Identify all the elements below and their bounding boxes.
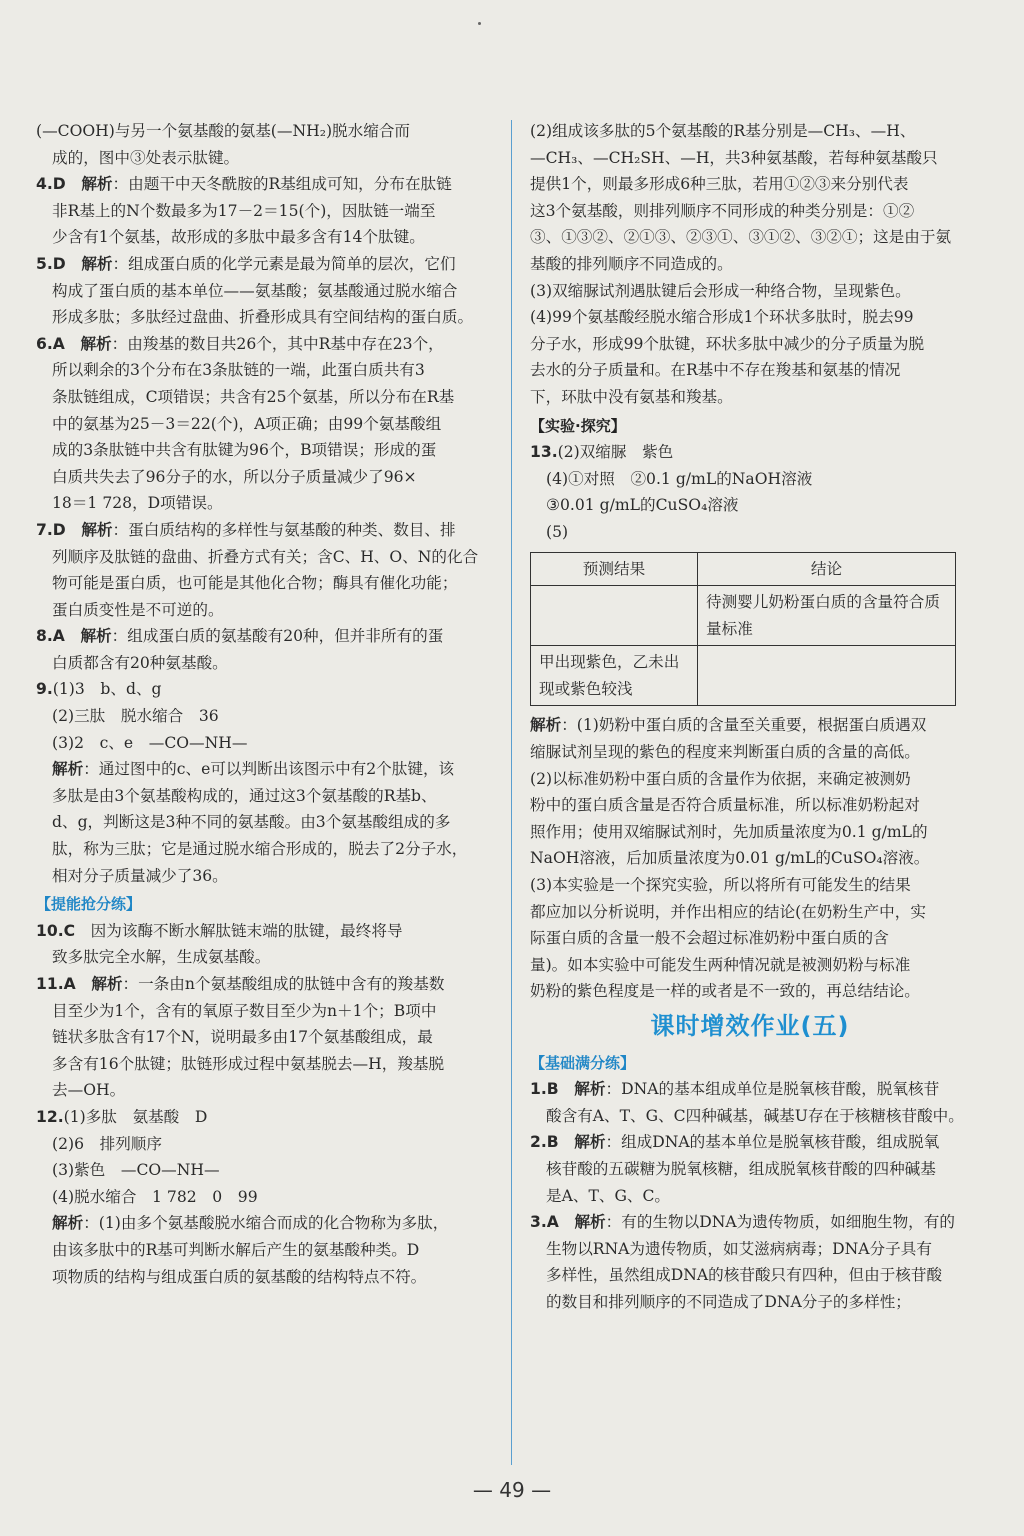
analysis-label: 解析 — [81, 254, 113, 273]
line-text: 粉中的蛋白质含量是否符合质量标准，所以标准奶粉起对 — [530, 796, 920, 815]
text-line — [530, 978, 970, 1005]
text-line — [530, 384, 970, 411]
line-text: 条肽链组成，C项错误；共含有25个氨基，所以分布在R基 — [52, 387, 455, 406]
text-line — [36, 597, 492, 624]
line-text: 所以剩余的3个分布在3条肽链的一端，此蛋白质共有3 — [52, 361, 425, 380]
line-text: 由该多肽中的R基可判断水解后产生的氨基酸种类。D — [52, 1240, 420, 1259]
line-text: 构成了蛋白质的基本单位——氨基酸；氨基酸通过脱水缩合 — [52, 281, 458, 300]
text-line — [530, 224, 970, 251]
line-text: 分子水，形成99个肽键，环状多肽中减少的分子质量为脱 — [530, 334, 925, 353]
line-text: ：由题干中天冬酰胺的R基组成可知，分布在肽链 — [112, 175, 452, 194]
text-line — [36, 809, 492, 836]
line-text: ：(1)奶粉中蛋白质的含量至关重要，根据蛋白质遇双 — [561, 716, 927, 735]
line-text: 奶粉的紫色程度是一样的或者是不一致的，再总结结论。 — [530, 982, 920, 1001]
text-line — [36, 998, 492, 1025]
text-line — [530, 739, 970, 766]
text-line — [530, 145, 970, 172]
line-text: 成的，图中③处表示肽键。 — [52, 148, 240, 167]
line-text: ：(1)由多个氨基酸脱水缩合而成的化合物称为多肽， — [83, 1214, 449, 1233]
line-text: 酸含有A、T、G、C四种碱基，碱基U存在于核糖核苷酸中。 — [546, 1106, 964, 1125]
analysis-label: 解析 — [81, 520, 113, 539]
line-text: 提供1个，则最多形成6种三肽，若用①②③来分别代表 — [530, 175, 909, 194]
line-text: 缩脲试剂呈现的紫色的程度来判断蛋白质的含量的高低。 — [530, 743, 920, 762]
text-line — [36, 863, 492, 890]
line-text: 多肽是由3个氨基酸构成的，通过这3个氨基酸的R基b、 — [52, 786, 437, 805]
section-title: 课时增效作业(五) — [650, 1012, 850, 1040]
line-text: (3)本实验是一个探究实验，所以将所有可能发生的结果 — [530, 876, 911, 895]
text-line — [36, 1131, 492, 1158]
line-text: 形成多肽；多肽经过盘曲、折叠形成具有空间结构的蛋白质。 — [52, 308, 474, 327]
text-line — [530, 1156, 970, 1183]
text-line — [36, 570, 492, 597]
text-line — [36, 171, 492, 198]
text-line — [36, 1264, 492, 1291]
table-header-cell: 预测结果 — [531, 552, 698, 586]
question-number: 10.C — [36, 921, 76, 940]
text-line — [36, 357, 492, 384]
line-text: 18＝1 728，D项错误。 — [52, 494, 223, 513]
line-text: 去水的分子质量和。在R基中不存在羧基和氨基的情况 — [530, 361, 901, 380]
question-number: 13. — [530, 443, 558, 462]
line-text: (3)2 c、e —CO—NH— — [52, 733, 248, 752]
text-line — [36, 145, 492, 172]
line-text: (4)脱水缩合 1 782 0 99 — [52, 1187, 258, 1206]
text-line — [36, 971, 492, 998]
text-line — [530, 792, 970, 819]
question-number: 6.A — [36, 334, 65, 353]
text-line — [530, 712, 970, 739]
text-line — [530, 899, 970, 926]
line-text: ：组成蛋白质的氨基酸有20种，但并非所有的蛋 — [111, 627, 444, 646]
analysis-label: 解析 — [574, 1213, 606, 1232]
line-text: ：通过图中的c、e可以判断出该图示中有2个肽键，该 — [83, 760, 455, 779]
line-text: 少含有1个氨基，故形成的多肽中最多含有14个肽键。 — [52, 228, 425, 247]
text-line — [36, 437, 492, 464]
line-text: 因为该酶不断水解肽链末端的肽键，最终将导 — [75, 921, 403, 940]
line-text: (3)双缩脲试剂遇肽键后会形成一种络合物，呈现紫色。 — [530, 281, 911, 300]
line-text: 基酸的排列顺序不同造成的。 — [530, 254, 733, 273]
text-line — [36, 1210, 492, 1237]
text-line — [530, 304, 970, 331]
text-line — [530, 845, 970, 872]
table-cell: 待测婴儿奶粉蛋白质的含量符合质量标准 — [698, 586, 956, 646]
line-text: 是A、T、G、C。 — [546, 1186, 671, 1205]
table-header-cell: 结论 — [698, 552, 956, 586]
question-number: 1.B — [530, 1080, 559, 1099]
line-text: (2)组成该多肽的5个氨基酸的R基分别是—CH₃、—H、 — [530, 122, 916, 140]
line-text: ：由羧基的数目共26个，其中R基中存在23个， — [111, 334, 444, 353]
line-text: —CH₃、—CH₂SH、—H，共3种氨基酸，若每种氨基酸只 — [530, 148, 938, 167]
text-line — [36, 224, 492, 251]
left-column — [36, 118, 492, 1290]
line-text: 非R基上的N个数最多为17－2＝15(个)，因肽链一端至 — [52, 201, 436, 220]
text-line — [36, 384, 492, 411]
text-line — [36, 1024, 492, 1051]
text-line — [36, 411, 492, 438]
text-line — [36, 676, 492, 703]
text-line — [530, 1183, 970, 1210]
line-text: (2)以标准奶粉中蛋白质的含量作为依据，来确定被测奶 — [530, 769, 911, 788]
question-number: 11.A — [36, 975, 76, 993]
table-cell — [698, 646, 956, 706]
text-line — [530, 198, 970, 225]
line-text: (4)①对照 ②0.1 g/mL的NaOH溶液 — [546, 469, 813, 488]
section-heading — [36, 891, 492, 918]
line-text: 都应加以分析说明，并作出相应的结论(在奶粉生产中，实 — [530, 902, 926, 921]
question-number: 5.D — [36, 254, 66, 273]
text-line — [36, 118, 492, 145]
line-text: 去—OH。 — [52, 1081, 126, 1100]
question-number: 3.A — [530, 1213, 559, 1232]
line-text: 下，环肽中没有氨基和羧基。 — [530, 387, 733, 406]
line-text: 际蛋白质的含量一般不会超过标准奶粉中蛋白质的含 — [530, 929, 889, 948]
line-text: ③0.01 g/mL的CuSO₄溶液 — [546, 496, 739, 515]
line-text: NaOH溶液，后加质量浓度为0.01 g/mL的CuSO₄溶液。 — [530, 849, 930, 868]
line-text: ：一条由n个氨基酸组成的肽链中含有的羧基数 — [122, 975, 445, 993]
text-line — [530, 1289, 970, 1316]
line-text: ③、①③②、②①③、②③①、③①②、③②①；这是由于氨 — [530, 228, 952, 247]
text-line — [530, 925, 970, 952]
text-line — [530, 466, 970, 493]
text-line — [36, 490, 492, 517]
answer-block-13 — [530, 118, 970, 546]
table-cell: 甲出现紫色，乙未出现或紫色较浅 — [531, 646, 698, 706]
text-line — [36, 730, 492, 757]
line-text: 链状多肽含有17个N，说明最多由17个氨基酸组成，最 — [52, 1028, 433, 1047]
line-text: (—COOH)与另一个氨基酸的氨基(—NH₂)脱水缩合而 — [36, 122, 411, 140]
text-line — [530, 118, 970, 145]
line-text: 的数目和排列顺序的不同造成了DNA分子的多样性； — [546, 1292, 911, 1311]
table-row — [531, 646, 956, 706]
text-line — [530, 952, 970, 979]
line-text: 【实验·探究】 — [530, 416, 626, 435]
text-line — [36, 1237, 492, 1264]
analysis-label: 解析 — [574, 1133, 606, 1152]
line-text: d、g，判断这是3种不同的氨基酸。由3个氨基酸组成的多 — [52, 813, 451, 832]
line-text: 目至少为1个，含有的氧原子数目至少为n＋1个；B项中 — [52, 1001, 437, 1020]
question-number: 7.D — [36, 520, 66, 539]
text-line — [530, 171, 970, 198]
line-text: 致多肽完全水解，生成氨基酸。 — [52, 948, 271, 967]
line-text: 量)。如本实验中可能发生两种情况就是被测奶粉与标准 — [530, 955, 911, 974]
text-line — [36, 304, 492, 331]
text-line — [36, 783, 492, 810]
text-line — [36, 331, 492, 358]
line-text: 成的3条肽链中共含有肽键为96个，B项错误；形成的蛋 — [52, 441, 437, 460]
result-table — [530, 552, 956, 707]
text-line — [36, 1051, 492, 1078]
analysis-label: 解析 — [52, 1214, 84, 1233]
line-text: 相对分子质量减少了36。 — [52, 866, 228, 885]
line-text: ：组成DNA的基本单位是脱氧核苷酸，组成脱氧 — [605, 1133, 940, 1152]
answer-block-basic — [530, 1050, 970, 1316]
line-text: ：组成蛋白质的化学元素是最为简单的层次，它们 — [112, 254, 456, 273]
text-line — [36, 278, 492, 305]
print-mark — [478, 22, 481, 25]
text-line — [36, 944, 492, 971]
line-text: 白质共失去了96分子的水，所以分子质量减少了96× — [52, 467, 417, 486]
text-line — [530, 1236, 970, 1263]
text-line — [530, 331, 970, 358]
text-line — [36, 198, 492, 225]
question-number: 2.B — [530, 1133, 559, 1152]
analysis-label: 解析 — [91, 975, 123, 993]
line-text: (5) — [546, 522, 569, 541]
text-line — [36, 1184, 492, 1211]
line-text: 这3个氨基酸，则排列顺序不同形成的种类分别是：①② — [530, 201, 915, 220]
analysis-label: 解析 — [80, 334, 112, 353]
right-column — [530, 118, 970, 1316]
text-line — [530, 251, 970, 278]
line-text: 中的氨基为25－3＝22(个)，A项正确；由99个氨基酸组 — [52, 414, 442, 433]
section-heading — [530, 413, 970, 440]
text-line — [530, 1262, 970, 1289]
line-text: (3)紫色 —CO—NH— — [52, 1161, 220, 1180]
text-line — [36, 544, 492, 571]
line-text: 多样性，虽然组成DNA的核苷酸只有四种，但由于核苷酸 — [546, 1266, 943, 1285]
line-text: 肽，称为三肽；它是通过脱水缩合形成的，脱去了2分子水， — [52, 840, 468, 859]
text-line — [36, 836, 492, 863]
text-line — [36, 623, 492, 650]
table-header-row — [531, 552, 956, 586]
line-text: 项物质的结构与组成蛋白质的氨基酸的结构特点不符。 — [52, 1267, 427, 1286]
question-number: 12. — [36, 1107, 64, 1126]
text-line — [36, 650, 492, 677]
text-line — [530, 1103, 970, 1130]
line-text: ：有的生物以DNA为遗传物质，如细胞生物，有的 — [605, 1213, 955, 1232]
text-line — [36, 517, 492, 544]
text-line — [36, 464, 492, 491]
text-line — [36, 918, 492, 945]
text-line — [530, 872, 970, 899]
line-text: 列顺序及肽链的盘曲、折叠方式有关；含C、H、O、N的化合 — [52, 547, 479, 566]
column-divider — [511, 120, 512, 1465]
analysis-label: 解析 — [530, 716, 562, 735]
line-text: (2)6 排列顺序 — [52, 1134, 162, 1153]
text-line — [36, 1157, 492, 1184]
text-line — [530, 492, 970, 519]
text-line — [36, 703, 492, 730]
section-heading — [530, 1050, 970, 1077]
text-line — [36, 1077, 492, 1104]
line-text: 蛋白质变性是不可逆的。 — [52, 600, 224, 619]
line-text: 【基础满分练】 — [530, 1053, 636, 1072]
text-line — [530, 439, 970, 466]
table-row — [531, 586, 956, 646]
page-number: — 49 — — [472, 1478, 552, 1502]
line-text: ：DNA的基本组成单位是脱氧核苷酸，脱氧核苷 — [605, 1080, 940, 1099]
text-line — [36, 1104, 492, 1131]
line-text: (4)99个氨基酸经脱水缩合形成1个环状多肽时，脱去99 — [530, 308, 914, 327]
question-number: 8.A — [36, 627, 65, 646]
text-line — [530, 1129, 970, 1156]
analysis-label: 解析 — [81, 175, 113, 194]
line-text: 照作用；使用双缩脲试剂时，先加质量浓度为0.1 g/mL的 — [530, 822, 928, 841]
text-line — [36, 756, 492, 783]
text-line — [530, 357, 970, 384]
text-line — [530, 278, 970, 305]
text-line — [530, 1076, 970, 1103]
text-line — [530, 819, 970, 846]
analysis-block-13 — [530, 712, 970, 1005]
question-number: 9. — [36, 680, 53, 699]
analysis-label: 解析 — [80, 627, 112, 646]
question-number: 4.D — [36, 175, 66, 194]
line-text: (2)三肽 脱水缩合 36 — [52, 707, 219, 726]
line-text: 【提能抢分练】 — [36, 895, 142, 914]
table-cell — [531, 586, 698, 646]
line-text: ：蛋白质结构的多样性与氨基酸的种类、数目、排 — [112, 520, 456, 539]
line-text: 生物以RNA为遗传物质，如艾滋病病毒；DNA分子具有 — [546, 1239, 932, 1258]
line-text: (2)双缩脲 紫色 — [557, 443, 674, 462]
line-text: 白质都含有20种氨基酸。 — [52, 653, 228, 672]
analysis-label: 解析 — [52, 760, 84, 779]
line-text: 物可能是蛋白质，也可能是其他化合物；酶具有催化功能； — [52, 574, 458, 593]
line-text: 核苷酸的五碳糖为脱氧核糖，组成脱氧核苷酸的四种碱基 — [546, 1159, 936, 1178]
analysis-label: 解析 — [574, 1080, 606, 1099]
line-text: 多含有16个肽键；肽链形成过程中氨基脱去—H，羧基脱 — [52, 1054, 445, 1073]
text-line — [530, 766, 970, 793]
text-line — [530, 1209, 970, 1236]
text-line — [530, 519, 970, 546]
line-text: (1)3 b、d、g — [52, 680, 162, 699]
text-line — [36, 251, 492, 278]
line-text: (1)多肽 氨基酸 D — [63, 1107, 208, 1126]
